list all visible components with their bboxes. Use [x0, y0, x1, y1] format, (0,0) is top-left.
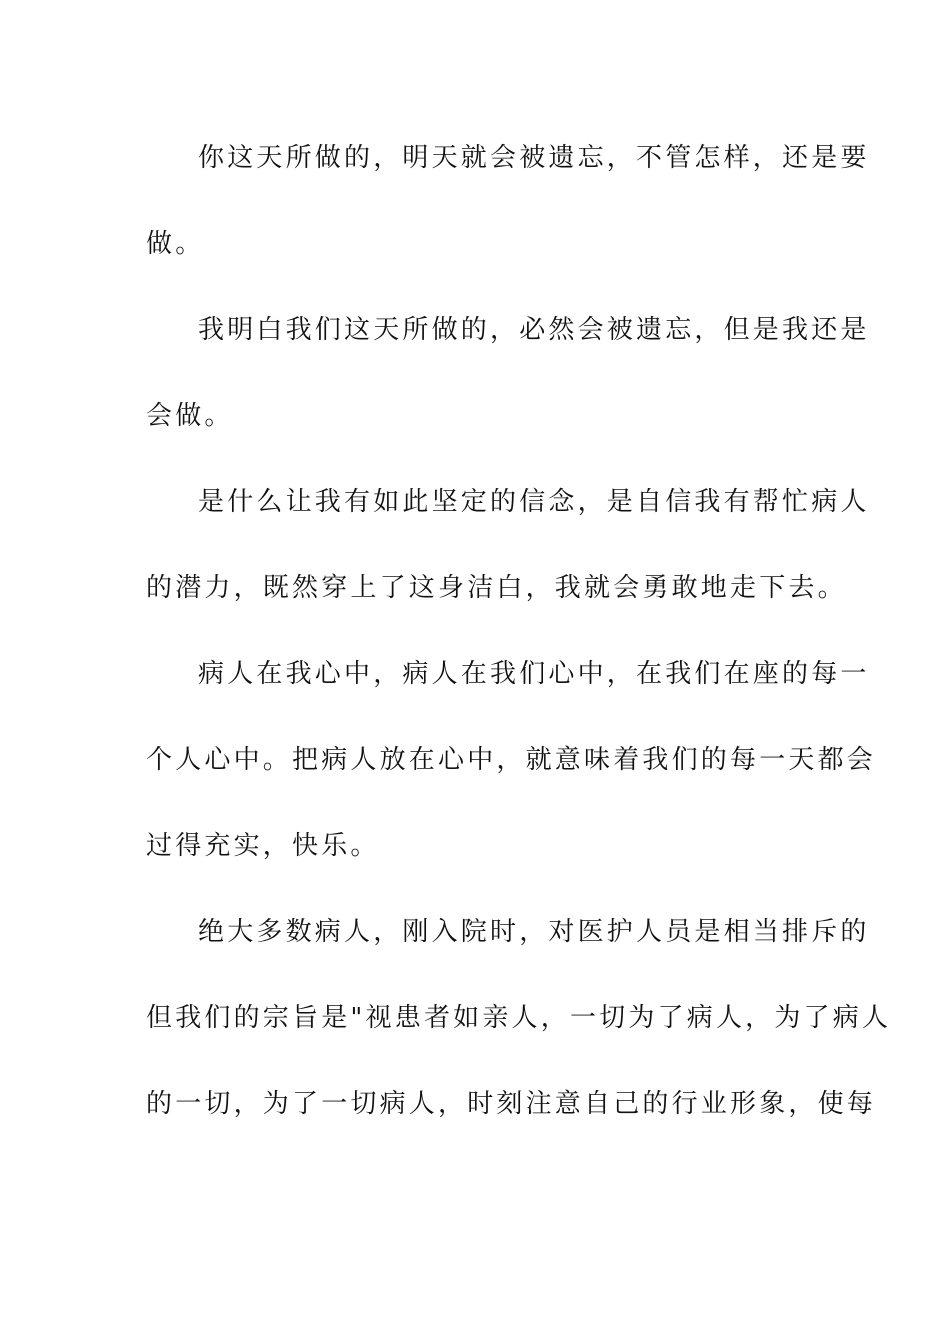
paragraph-4-line-3: 过得充实，快乐。	[146, 831, 380, 861]
paragraph-1-line-1: 你这天所做的，明天就会被遗忘，不管怎样，还是要	[198, 143, 870, 173]
paragraph-5-line-3: 的一切，为了一切病人，时刻注意自己的行业形象，使每	[146, 1089, 877, 1119]
paragraph-5-line-2: 但我们的宗旨是"视患者如亲人，一切为了病人，为了病人	[146, 1003, 892, 1033]
paragraph-3-line-2: 的潜力，既然穿上了这身洁白，我就会勇敢地走下去。	[146, 573, 847, 603]
paragraph-2-line-1: 我明白我们这天所做的，必然会被遗忘，但是我还是	[198, 315, 870, 345]
paragraph-1-line-2: 做。	[146, 229, 205, 259]
paragraph-4-line-1: 病人在我心中，病人在我们心中，在我们在座的每一	[198, 659, 870, 689]
paragraph-4-line-2: 个人心中。把病人放在心中，就意味着我们的每一天都会	[146, 745, 877, 775]
paragraph-5-line-1: 绝大多数病人，刚入院时，对医护人员是相当排斥的	[198, 917, 870, 947]
paragraph-2-line-2: 会做。	[146, 401, 234, 431]
paragraph-3-line-1: 是什么让我有如此坚定的信念，是自信我有帮忙病人	[198, 487, 870, 517]
